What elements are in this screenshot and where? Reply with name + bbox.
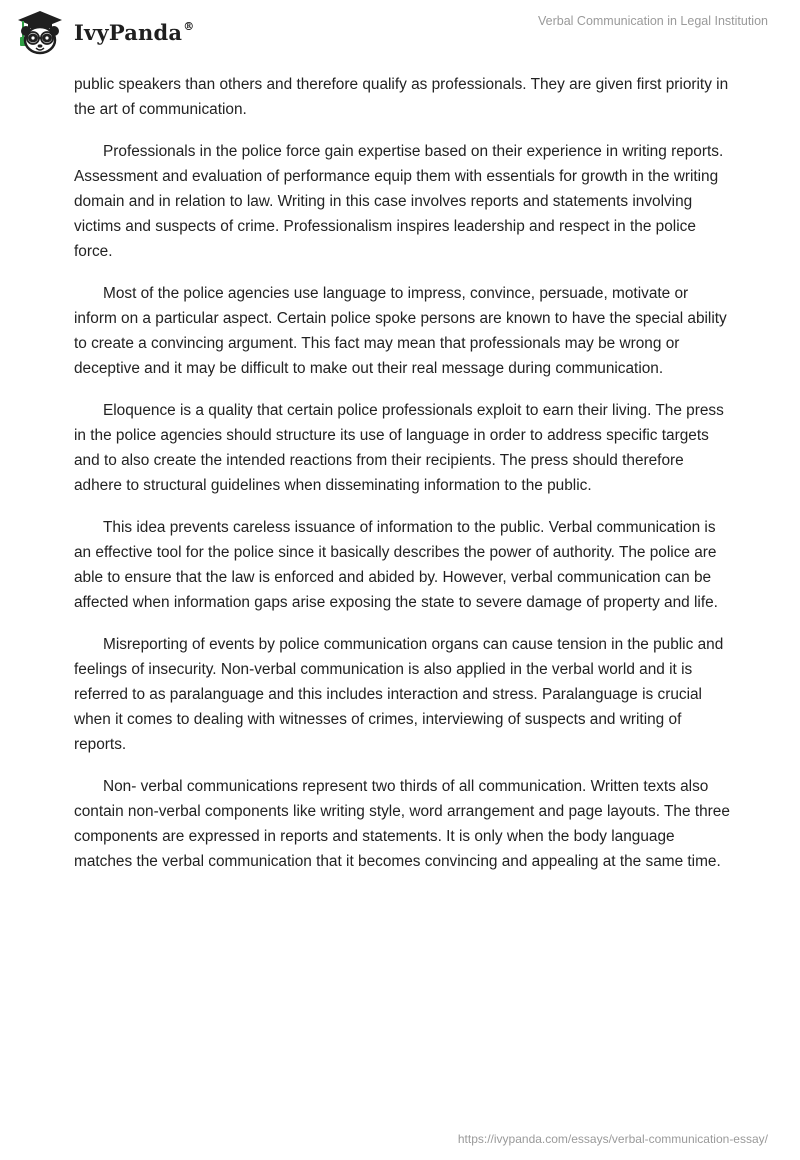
essay-body xyxy=(74,72,734,891)
logo-text: IvyPanda® xyxy=(74,19,195,45)
document-title: Verbal Communication in Legal Institution xyxy=(538,14,768,28)
paragraph: public speakers than others and therefore qualify as professionals. They are given first priority in the art of communication. xyxy=(74,76,729,118)
paragraph: Eloquence is a quality that certain police professionals exploit to earn their living. The press in the police agencies should structure its use of language in order to address specific targets and to also create the intended reactions from their recipients. The press should therefore adhere to structural guidelines when disseminating information to the public. xyxy=(74,402,724,494)
paragraph: Misreporting of events by police communication organs can cause tension in the public and feelings of insecurity. Non-verbal communication is also applied in the verbal world and it is referred to as paralanguage and this includes interaction and stress. Paralanguage is crucial when it comes to dealing with witnesses of crimes, interviewing of suspects and writing of reports. xyxy=(74,636,724,753)
paragraph: Professionals in the police force gain expertise based on their experience in writing reports. Assessment and evaluation of performance equip them with essentials for growth in the writing domain and in relation to law. Writing in this case involves reports and statements involving victims and suspects of crime. Professionalism inspires leadership and respect in the police force. xyxy=(74,143,724,260)
paragraph: Non- verbal communications represent two thirds of all communication. Written texts also contain non-verbal components like writing style, word arrangement and page layouts. The three components are expressed in reports and statements. It is only when the body language matches the verbal communication that it becomes convincing and appealing at the same time. xyxy=(74,778,730,870)
page-header xyxy=(0,0,800,64)
paragraph: Most of the police agencies use language to impress, convince, persuade, motivate or inform on a particular aspect. Certain police spoke persons are known to have the special ability to create a convincing argument. This fact may mean that professionals may be wrong or deceptive and it may be difficult to make out their real message during communication. xyxy=(74,285,727,377)
panda-graduation-cap-icon xyxy=(14,8,66,56)
ivypanda-logo[interactable] xyxy=(14,8,194,56)
source-url[interactable]: https://ivypanda.com/essays/verbal-communication-essay/ xyxy=(457,1132,768,1146)
paragraph: This idea prevents careless issuance of information to the public. Verbal communication is an effective tool for the police since it basically describes the power of authority. The police are able to ensure that the law is enforced and abided by. However, verbal communication can be affected when information gaps arise exposing the state to severe damage of property and life. xyxy=(74,519,718,611)
